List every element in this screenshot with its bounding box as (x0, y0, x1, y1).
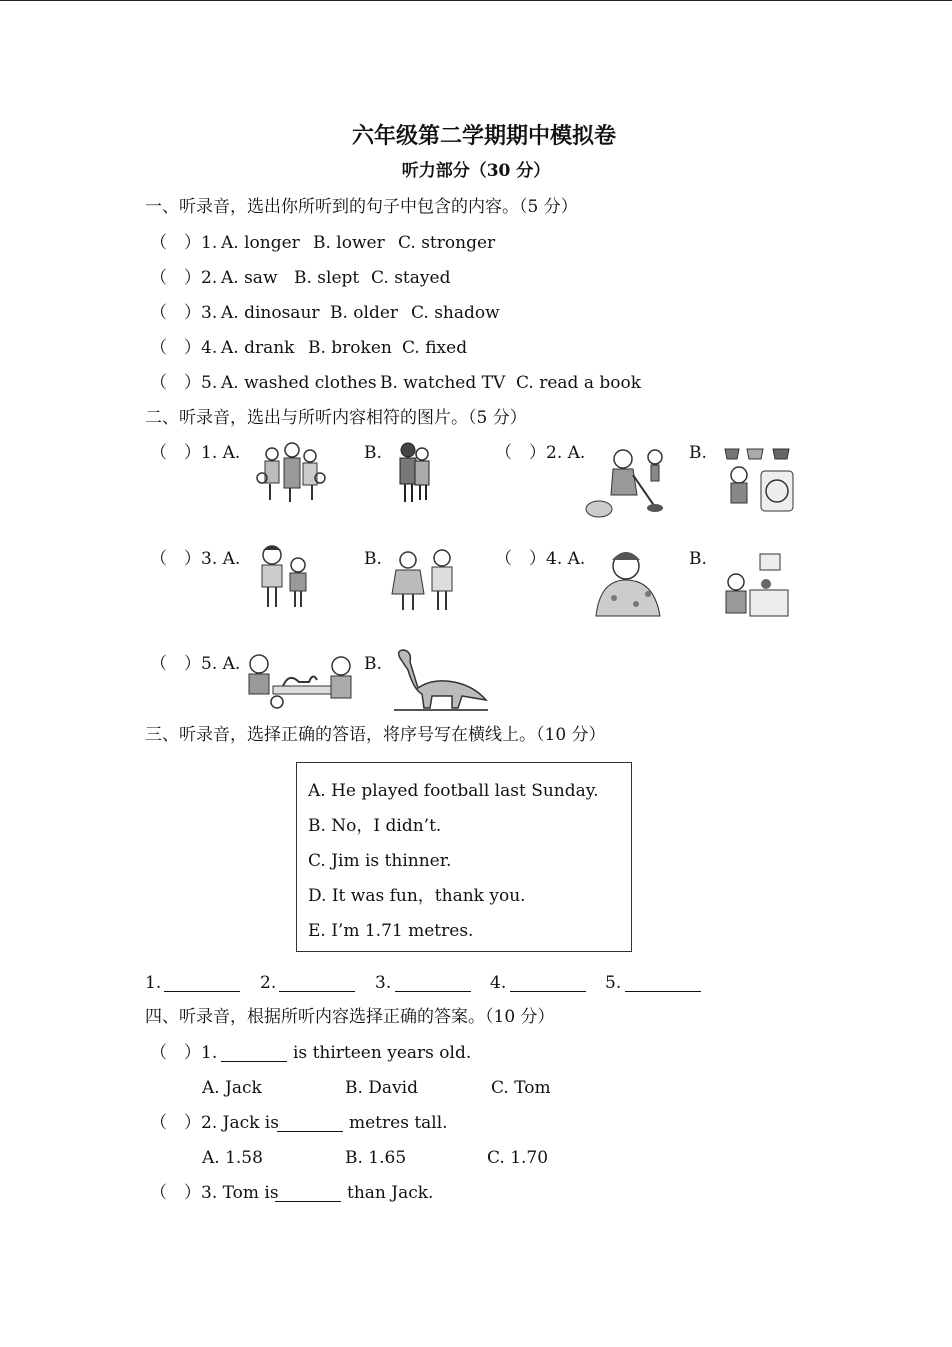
option-b: B. slept (294, 268, 360, 288)
section2-heading: 二、听录音，选出与所听内容相符的图片。（5 分） (145, 408, 527, 428)
question-number: 1. (201, 233, 218, 253)
answer-parenthesis[interactable]: （ ） (150, 233, 201, 253)
blank-number-1: 1. (145, 973, 162, 993)
option-b: B. David (345, 1078, 418, 1098)
answer-option-a: A. He played football last Sunday. (308, 781, 599, 801)
section3-heading: 三、听录音，选择正确的答语，将序号写在横线上。（10 分） (145, 725, 606, 745)
question-number: 4. (201, 338, 218, 358)
option-b: B. older (330, 303, 399, 323)
page-title: 六年级第二学期期中模拟卷 (351, 123, 616, 149)
answer-parenthesis[interactable]: （ ） (150, 268, 201, 288)
answer-option-d: D. It was fun，thank you. (308, 886, 526, 906)
answer-parenthesis[interactable]: （ ） (150, 373, 201, 393)
blank-number-4: 4. (490, 973, 507, 993)
option-b: B. 1.65 (345, 1148, 407, 1168)
question-text-pre: 1. (201, 1043, 218, 1063)
two-people-picture (393, 440, 435, 506)
head-icon (285, 443, 299, 457)
question-blank[interactable] (277, 1115, 343, 1132)
answer-parenthesis[interactable]: （ ） (150, 1043, 201, 1063)
answer-parenthesis[interactable]: （ ） (495, 549, 546, 569)
question-text-post: is thirteen years old. (293, 1043, 472, 1063)
head-icon (304, 450, 316, 462)
question-blank[interactable] (275, 1185, 341, 1202)
question-text-pre: 3. Tom is (201, 1183, 279, 1203)
option-c: C. shadow (411, 303, 500, 323)
option-a: A. saw (221, 268, 278, 288)
picture-question-4-label: 4. A. (546, 549, 586, 569)
answer-blank-3[interactable] (395, 975, 471, 992)
option-a: A. washed clothes (221, 373, 377, 393)
option-a: A. dinosaur (221, 303, 320, 323)
two-boys-picture (256, 545, 312, 615)
question-text-pre: 2. Jack is (201, 1113, 279, 1133)
option-b: B. broken (308, 338, 392, 358)
answer-parenthesis[interactable]: （ ） (150, 1113, 201, 1133)
answer-blank-1[interactable] (164, 975, 240, 992)
answer-option-c: C. Jim is thinner. (308, 851, 452, 871)
question-number: 5. (201, 373, 218, 393)
picture-question-3-label: 3. A. (201, 549, 241, 569)
girl-and-boy-picture (390, 546, 464, 616)
question-number: 3. (201, 303, 218, 323)
answer-parenthesis[interactable]: （ ） (150, 303, 201, 323)
boy-at-desk-picture (716, 550, 790, 620)
girl-sweeping-picture (585, 445, 671, 521)
answer-parenthesis[interactable]: （ ） (150, 654, 201, 674)
option-b-label: B. (689, 443, 707, 463)
answer-blank-4[interactable] (510, 975, 586, 992)
answer-parenthesis[interactable]: （ ） (150, 443, 201, 463)
option-b-label: B. (364, 654, 382, 674)
answer-parenthesis[interactable]: （ ） (150, 1183, 201, 1203)
answer-option-e: E. I’m 1.71 metres. (308, 921, 474, 941)
option-a: A. longer (221, 233, 300, 253)
option-a: A. Jack (202, 1078, 262, 1098)
picture-question-5-label: 5. A. (201, 654, 241, 674)
option-b-label: B. (364, 443, 382, 463)
blank-number-5: 5. (605, 973, 622, 993)
option-c: C. fixed (402, 338, 468, 358)
option-c: C. stayed (371, 268, 451, 288)
option-a: A. 1.58 (202, 1148, 263, 1168)
answer-parenthesis[interactable]: （ ） (150, 549, 201, 569)
question-blank[interactable] (221, 1045, 287, 1062)
option-b-label: B. (364, 549, 382, 569)
option-b: B. watched TV (380, 373, 506, 393)
head-icon (266, 448, 278, 460)
option-c: C. 1.70 (487, 1148, 549, 1168)
question-text-post: metres tall. (349, 1113, 448, 1133)
answer-option-b: B. No，I didn’t. (308, 816, 442, 836)
dinosaur-picture (392, 648, 490, 712)
grandmother-picture (592, 548, 664, 618)
answer-blank-2[interactable] (279, 975, 355, 992)
option-b: B. lower (313, 233, 385, 253)
picture-question-1-label: 1. A. (201, 443, 241, 463)
option-c: C. Tom (491, 1078, 551, 1098)
blank-number-3: 3. (375, 973, 392, 993)
answer-options-box (296, 762, 632, 952)
answer-parenthesis[interactable]: （ ） (150, 338, 201, 358)
option-b-label: B. (689, 549, 707, 569)
section1-heading: 一、听录音，选出你所听到的句子中包含的内容。（5 分） (145, 197, 578, 217)
question-text-post: than Jack. (347, 1183, 434, 1203)
option-a: A. drank (221, 338, 295, 358)
option-c: C. read a book (516, 373, 642, 393)
section4-heading: 四、听录音，根据所听内容选择正确的答案。（10 分） (145, 1007, 555, 1027)
section-subtitle: 听力部分（30 分） (401, 161, 551, 181)
option-c: C. stronger (398, 233, 496, 253)
picture-question-2-label: 2. A. (546, 443, 586, 463)
question-number: 2. (201, 268, 218, 288)
children-with-dinosaur-models-picture (243, 652, 357, 712)
boy-laundry-picture (717, 445, 801, 515)
top-border-line (0, 0, 952, 1)
family-group-picture (252, 440, 330, 504)
blank-number-2: 2. (260, 973, 277, 993)
answer-parenthesis[interactable]: （ ） (495, 443, 546, 463)
answer-blank-5[interactable] (625, 975, 701, 992)
